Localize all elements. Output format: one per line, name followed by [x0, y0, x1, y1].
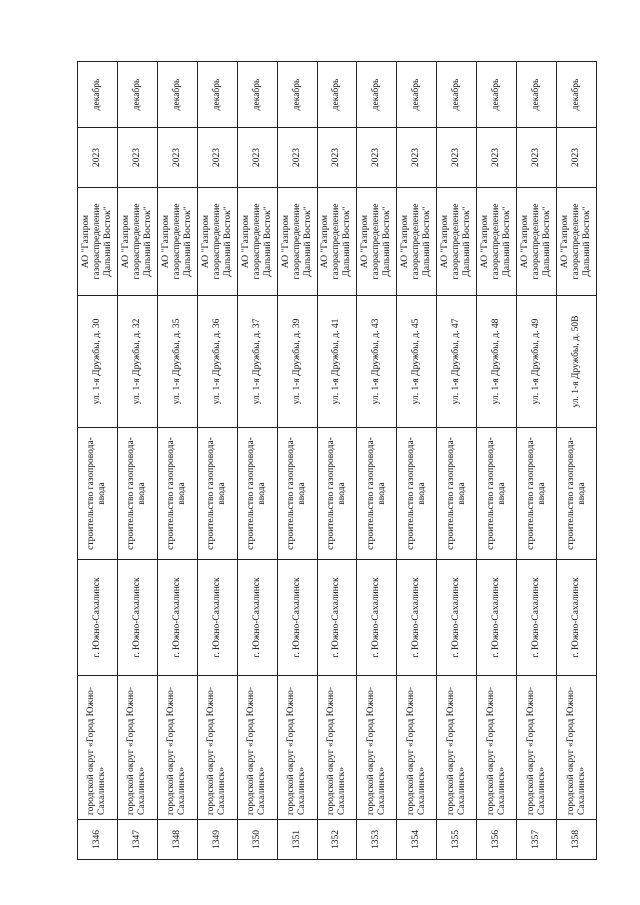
row-number: 1348: [157, 820, 197, 860]
district-cell: городской округ «Город Южно-Сахалинск»: [78, 676, 118, 820]
city-cell: г. Южно-Сахалинск: [237, 560, 277, 676]
year-cell: 2023: [197, 128, 237, 188]
address-cell: ул. 1-я Дружбы, д. 48: [477, 296, 517, 428]
year-cell: 2023: [237, 128, 277, 188]
address-cell: ул. 1-я Дружбы, д. 45: [397, 296, 437, 428]
month-cell: декабрь: [357, 62, 397, 128]
city-cell: г. Южно-Сахалинск: [157, 560, 197, 676]
address-cell: ул. 1-я Дружбы, д. 41: [317, 296, 357, 428]
row-number: 1358: [557, 820, 597, 860]
row-number: 1357: [517, 820, 557, 860]
district-cell: городской округ «Город Южно-Сахалинск»: [197, 676, 237, 820]
row-number: 1353: [357, 820, 397, 860]
organization-cell: АО "Газпром газораспределение Дальний Восток": [557, 188, 597, 296]
gas-connection-table: [77, 61, 597, 860]
table-row: [117, 62, 157, 860]
month-cell: декабрь: [117, 62, 157, 128]
work-type-cell: строительство газопровода-ввода: [557, 428, 597, 560]
month-cell: декабрь: [277, 62, 317, 128]
month-cell: декабрь: [477, 62, 517, 128]
month-cell: декабрь: [557, 62, 597, 128]
district-cell: городской округ «Город Южно-Сахалинск»: [557, 676, 597, 820]
year-cell: 2023: [78, 128, 118, 188]
work-type-cell: строительство газопровода-ввода: [357, 428, 397, 560]
row-number: 1356: [477, 820, 517, 860]
district-cell: городской округ «Город Южно-Сахалинск»: [517, 676, 557, 820]
month-cell: декабрь: [317, 62, 357, 128]
table-row: [477, 62, 517, 860]
work-type-cell: строительство газопровода-ввода: [477, 428, 517, 560]
row-number: 1346: [78, 820, 118, 860]
row-number: 1350: [237, 820, 277, 860]
month-cell: декабрь: [237, 62, 277, 128]
table-row: [397, 62, 437, 860]
city-cell: г. Южно-Сахалинск: [517, 560, 557, 676]
year-cell: 2023: [317, 128, 357, 188]
city-cell: г. Южно-Сахалинск: [117, 560, 157, 676]
address-cell: ул. 1-я Дружбы, д. 37: [237, 296, 277, 428]
month-cell: декабрь: [78, 62, 118, 128]
city-cell: г. Южно-Сахалинск: [477, 560, 517, 676]
work-type-cell: строительство газопровода-ввода: [237, 428, 277, 560]
city-cell: г. Южно-Сахалинск: [197, 560, 237, 676]
district-cell: городской округ «Город Южно-Сахалинск»: [117, 676, 157, 820]
row-number: 1351: [277, 820, 317, 860]
city-cell: г. Южно-Сахалинск: [437, 560, 477, 676]
organization-cell: АО "Газпром газораспределение Дальний Восток": [78, 188, 118, 296]
month-cell: декабрь: [437, 62, 477, 128]
work-type-cell: строительство газопровода-ввода: [317, 428, 357, 560]
city-cell: г. Южно-Сахалинск: [557, 560, 597, 676]
city-cell: г. Южно-Сахалинск: [397, 560, 437, 676]
address-cell: ул. 1-я Дружбы, д. 32: [117, 296, 157, 428]
address-cell: ул. 1-я Дружбы, д. 35: [157, 296, 197, 428]
city-cell: г. Южно-Сахалинск: [357, 560, 397, 676]
row-number: 1354: [397, 820, 437, 860]
row-number: 1355: [437, 820, 477, 860]
organization-cell: АО "Газпром газораспределение Дальний Восток": [397, 188, 437, 296]
table-row: [78, 62, 118, 860]
table-row: [517, 62, 557, 860]
row-number: 1347: [117, 820, 157, 860]
address-cell: ул. 1-я Дружбы, д. 47: [437, 296, 477, 428]
table-row: [237, 62, 277, 860]
year-cell: 2023: [437, 128, 477, 188]
district-cell: городской округ «Город Южно-Сахалинск»: [317, 676, 357, 820]
district-cell: городской округ «Город Южно-Сахалинск»: [237, 676, 277, 820]
year-cell: 2023: [397, 128, 437, 188]
year-cell: 2023: [557, 128, 597, 188]
district-cell: городской округ «Город Южно-Сахалинск»: [477, 676, 517, 820]
month-cell: декабрь: [157, 62, 197, 128]
organization-cell: АО "Газпром газораспределение Дальний Восток": [317, 188, 357, 296]
table-row: [197, 62, 237, 860]
organization-cell: АО "Газпром газораспределение Дальний Восток": [237, 188, 277, 296]
organization-cell: АО "Газпром газораспределение Дальний Восток": [277, 188, 317, 296]
work-type-cell: строительство газопровода-ввода: [78, 428, 118, 560]
work-type-cell: строительство газопровода-ввода: [157, 428, 197, 560]
rotated-table-wrapper: [77, 62, 597, 860]
organization-cell: АО "Газпром газораспределение Дальний Восток": [437, 188, 477, 296]
work-type-cell: строительство газопровода-ввода: [397, 428, 437, 560]
month-cell: декабрь: [517, 62, 557, 128]
work-type-cell: строительство газопровода-ввода: [437, 428, 477, 560]
year-cell: 2023: [117, 128, 157, 188]
month-cell: декабрь: [197, 62, 237, 128]
row-number: 1349: [197, 820, 237, 860]
organization-cell: АО "Газпром газораспределение Дальний Восток": [357, 188, 397, 296]
address-cell: ул. 1-я Дружбы, д. 30: [78, 296, 118, 428]
organization-cell: АО "Газпром газораспределение Дальний Восток": [477, 188, 517, 296]
address-cell: ул. 1-я Дружбы, д. 36: [197, 296, 237, 428]
table-row: [277, 62, 317, 860]
city-cell: г. Южно-Сахалинск: [317, 560, 357, 676]
table-row: [157, 62, 197, 860]
table-row: [357, 62, 397, 860]
work-type-cell: строительство газопровода-ввода: [517, 428, 557, 560]
district-cell: городской округ «Город Южно-Сахалинск»: [357, 676, 397, 820]
address-cell: ул. 1-я Дружбы, д. 43: [357, 296, 397, 428]
work-type-cell: строительство газопровода-ввода: [197, 428, 237, 560]
district-cell: городской округ «Город Южно-Сахалинск»: [437, 676, 477, 820]
organization-cell: АО "Газпром газораспределение Дальний Восток": [117, 188, 157, 296]
address-cell: ул. 1-я Дружбы, д. 49: [517, 296, 557, 428]
table-row: [437, 62, 477, 860]
district-cell: городской округ «Город Южно-Сахалинск»: [397, 676, 437, 820]
address-cell: ул. 1-я Дружбы, д. 39: [277, 296, 317, 428]
table-row: [557, 62, 597, 860]
year-cell: 2023: [277, 128, 317, 188]
year-cell: 2023: [357, 128, 397, 188]
district-cell: городской округ «Город Южно-Сахалинск»: [277, 676, 317, 820]
city-cell: г. Южно-Сахалинск: [78, 560, 118, 676]
month-cell: декабрь: [397, 62, 437, 128]
year-cell: 2023: [517, 128, 557, 188]
table-row: [317, 62, 357, 860]
work-type-cell: строительство газопровода-ввода: [117, 428, 157, 560]
organization-cell: АО "Газпром газораспределение Дальний Восток": [157, 188, 197, 296]
organization-cell: АО "Газпром газораспределение Дальний Восток": [517, 188, 557, 296]
year-cell: 2023: [157, 128, 197, 188]
work-type-cell: строительство газопровода-ввода: [277, 428, 317, 560]
row-number: 1352: [317, 820, 357, 860]
district-cell: городской округ «Город Южно-Сахалинск»: [157, 676, 197, 820]
city-cell: г. Южно-Сахалинск: [277, 560, 317, 676]
organization-cell: АО "Газпром газораспределение Дальний Восток": [197, 188, 237, 296]
year-cell: 2023: [477, 128, 517, 188]
address-cell: ул. 1-я Дружбы, д. 50В: [557, 296, 597, 428]
